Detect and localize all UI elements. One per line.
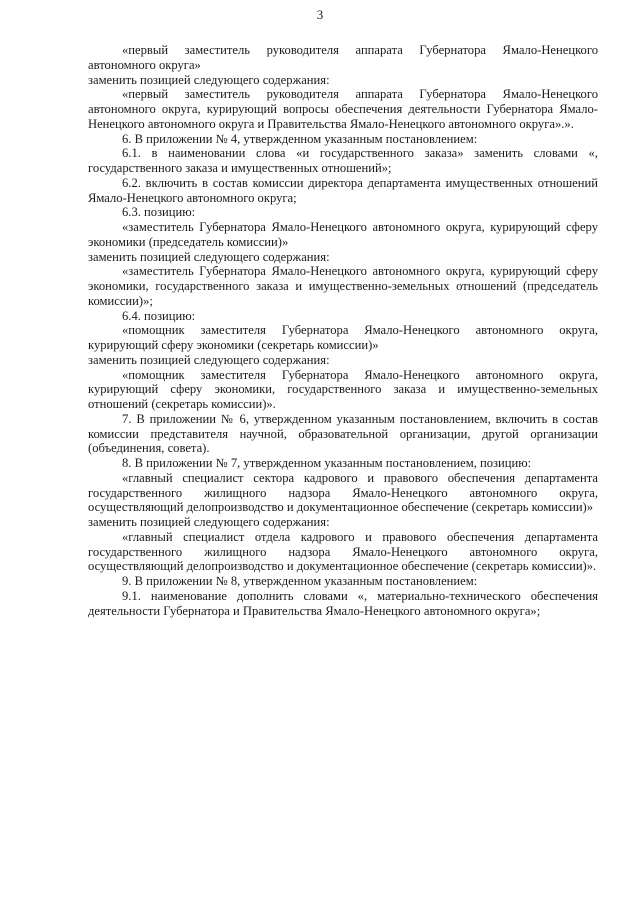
paragraph: заменить позицией следующего содержания: — [88, 515, 330, 529]
paragraph: 8. В приложении № 7, утвержденном указанным постановлением, позицию: — [122, 456, 532, 470]
paragraph: 9. В приложении № 8, утвержденном указанным постановлением: — [122, 574, 478, 588]
paragraph: заменить позицией следующего содержания: — [88, 249, 330, 264]
paragraph: заменить позицией следующего содержания: — [88, 352, 330, 367]
paragraph: 7. В приложении № 6, утвержденном указанным постановлением, включить в состав комиссии представителя научной, образовательной организации, другой организации (объединения, совета). — [88, 411, 598, 456]
paragraph: «помощник заместителя Губернатора Ямало-Ненецкого автономного округа, курирующий сферу экономики, государственного заказа и имущественно-земельных отношений (секретарь комиссии)». — [88, 367, 598, 411]
page-number: 3 — [316, 7, 324, 22]
paragraph: «первый заместитель руководителя аппарата Губернатора Ямало-Ненецкого автономного округа, курирующий вопросы обеспечения деятельности Губернатора Ямало-Ненецкого автономного округа и Правительства Ямало-Ненецкого автономного округа».». — [88, 87, 598, 131]
paragraph: «заместитель Губернатора Ямало-Ненецкого автономного округа, курирующий сферу экономики, государственного заказа и имущественно-земельных отношений (председатель комиссии)»; — [88, 264, 598, 308]
paragraph: «главный специалист сектора кадрового и правового обеспечения департамента государственного жилищного надзора Ямало-Ненецкого автономного округа, осуществляющий делопроизводство и документационное обеспечение (секретарь комиссии)» — [88, 470, 598, 515]
paragraph: 6. В приложении № 4, утвержденном указанным постановлением: — [122, 131, 478, 146]
paragraph: 9.1. наименование дополнить словами «, материально-технического обеспечения деятельности Губернатора и Правительства Ямало-Ненецкого автономного округа»; — [88, 588, 598, 618]
paragraph: 6.3. позицию: — [122, 205, 196, 220]
paragraph: «помощник заместителя Губернатора Ямало-Ненецкого автономного округа, курирующий сферу экономики (секретарь комиссии)» — [88, 323, 598, 352]
paragraph: «главный специалист отдела кадрового и правового обеспечения департамента государственного жилищного надзора Ямало-Ненецкого автономного округа, осуществляющий делопроизводство и документационное обеспечение (секретарь комиссии)». — [88, 529, 598, 574]
document-body — [88, 43, 598, 618]
paragraph: «заместитель Губернатора Ямало-Ненецкого автономного округа, курирующий сферу экономики (председатель комиссии)» — [88, 220, 598, 249]
paragraph: 6.1. в наименовании слова «и государственного заказа» заменить словами «, государственного заказа и имущественных отношений»; — [88, 146, 598, 175]
paragraph: 6.2. включить в состав комиссии директора департамента имущественных отношений Ямало-Ненецкого автономного округа; — [88, 175, 598, 205]
paragraph: «первый заместитель руководителя аппарата Губернатора Ямало-Ненецкого автономного округа» — [88, 43, 598, 72]
paragraph: заменить позицией следующего содержания: — [88, 72, 330, 87]
paragraph: 6.4. позицию: — [122, 308, 196, 323]
